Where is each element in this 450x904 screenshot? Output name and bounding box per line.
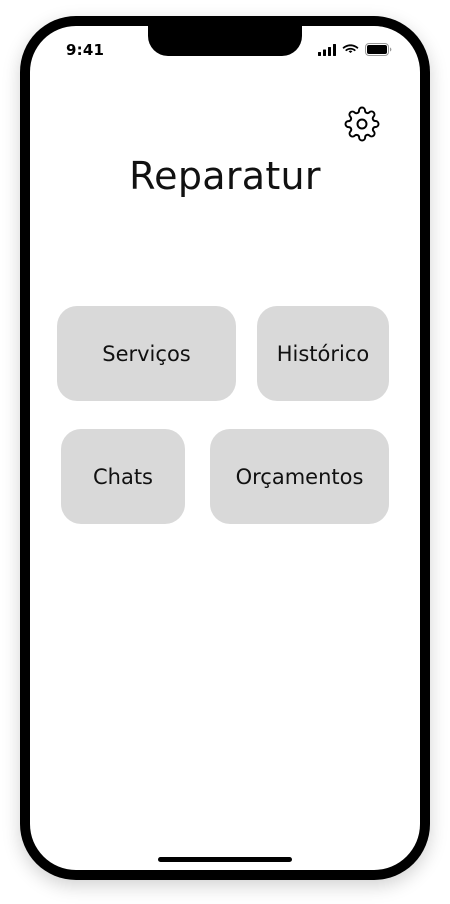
cellular-signal-icon (318, 44, 336, 56)
app-screen (30, 26, 420, 870)
historico-button[interactable]: Histórico (257, 306, 389, 401)
status-icons (318, 43, 392, 56)
device-notch (148, 26, 302, 56)
home-indicator[interactable] (158, 857, 292, 862)
app-title: Reparatur (129, 154, 321, 198)
settings-button[interactable] (344, 106, 380, 142)
gear-icon (344, 106, 380, 142)
chats-button[interactable]: Chats (61, 429, 185, 524)
battery-icon (365, 43, 392, 56)
status-time: 9:41 (66, 41, 105, 59)
phone-frame (20, 16, 430, 880)
servicos-button[interactable]: Serviços (57, 306, 236, 401)
wifi-icon (342, 44, 359, 56)
orcamentos-button[interactable]: Orçamentos (210, 429, 389, 524)
